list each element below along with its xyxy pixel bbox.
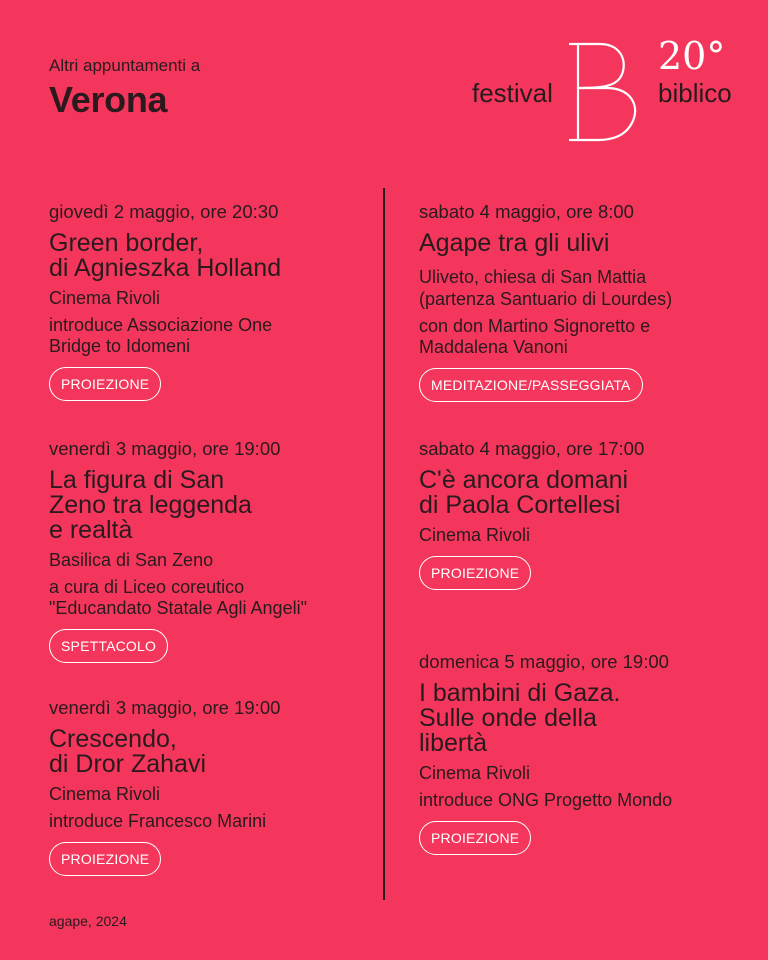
event-venue: Cinema Rivoli xyxy=(419,763,531,783)
event-note xyxy=(49,811,369,832)
event-title-line: C'è ancora domani xyxy=(419,466,629,494)
event-category-tag[interactable]: PROIEZIONE xyxy=(419,556,531,590)
event-note xyxy=(49,577,369,619)
event-date: venerdì 3 maggio, ore 19:00 xyxy=(49,438,281,459)
event-note-line: introduce Francesco Marini xyxy=(49,811,267,831)
event-category-tag[interactable]: PROIEZIONE xyxy=(49,367,161,401)
event-title xyxy=(419,468,739,518)
event-date: sabato 4 maggio, ore 8:00 xyxy=(419,201,634,222)
event-note-line: introduce Associazione One xyxy=(49,315,273,335)
event-note xyxy=(49,315,369,357)
event-title-line: Agape tra gli ulivi xyxy=(419,229,610,257)
event-title-line: di Agnieszka Holland xyxy=(49,254,282,282)
event-venue: Cinema Rivoli xyxy=(49,784,161,804)
event-card xyxy=(49,697,369,876)
event-title-line: Crescendo, xyxy=(49,725,177,753)
event-note xyxy=(419,316,749,358)
logo-letter-b xyxy=(566,36,646,146)
event-category-tag[interactable]: SPETTACOLO xyxy=(49,629,168,663)
event-card xyxy=(49,201,369,401)
event-card xyxy=(49,438,369,663)
footer-credit: agape, 2024 xyxy=(49,913,127,929)
event-category-tag[interactable]: PROIEZIONE xyxy=(419,821,531,855)
event-venue: Cinema Rivoli xyxy=(419,525,531,545)
festival-logo xyxy=(472,28,742,148)
event-title xyxy=(419,231,749,256)
event-venue xyxy=(419,266,749,310)
event-date: venerdì 3 maggio, ore 19:00 xyxy=(49,697,281,718)
event-date: giovedì 2 maggio, ore 20:30 xyxy=(49,201,279,222)
event-date: domenica 5 maggio, ore 19:00 xyxy=(419,651,669,672)
event-title-line: Green border, xyxy=(49,229,204,257)
event-title-line: I bambini di Gaza. xyxy=(419,679,621,707)
event-venue-line: (partenza Santuario di Lourdes) xyxy=(419,289,673,309)
event-card xyxy=(419,438,739,590)
event-title-line: e realtà xyxy=(49,516,133,544)
event-title-line: libertà xyxy=(419,729,488,757)
event-venue: Cinema Rivoli xyxy=(49,288,161,308)
event-card xyxy=(419,201,749,402)
event-title-line: Zeno tra leggenda xyxy=(49,491,252,519)
event-title xyxy=(49,727,369,777)
header-subtitle: Altri appuntamenti a xyxy=(49,56,201,75)
event-note-line: "Educandato Statale Agli Angeli" xyxy=(49,598,307,618)
event-venue: Basilica di San Zeno xyxy=(49,550,214,570)
event-note-line: Maddalena Vanoni xyxy=(419,337,568,357)
page-title: Verona xyxy=(49,79,168,120)
event-category-tag[interactable]: MEDITAZIONE/PASSEGGIATA xyxy=(419,368,643,402)
event-note-line: Bridge to Idomeni xyxy=(49,336,191,356)
event-note-line: introduce ONG Progetto Mondo xyxy=(419,790,673,810)
event-note xyxy=(419,790,739,811)
event-title-line: di Paola Cortellesi xyxy=(419,491,621,519)
column-divider xyxy=(383,188,385,900)
event-title-line: La figura di San xyxy=(49,466,225,494)
logo-edition: 20° xyxy=(658,34,726,78)
event-title-line: di Dror Zahavi xyxy=(49,750,206,778)
event-category-tag[interactable]: PROIEZIONE xyxy=(49,842,161,876)
event-title xyxy=(419,681,739,756)
event-note-line: a cura di Liceo coreutico xyxy=(49,577,245,597)
event-title xyxy=(49,231,369,281)
logo-word-biblico: biblico xyxy=(658,78,732,108)
event-date: sabato 4 maggio, ore 17:00 xyxy=(419,438,645,459)
event-title-line: Sulle onde della xyxy=(419,704,597,732)
event-title xyxy=(49,468,369,543)
event-note-line: con don Martino Signoretto e xyxy=(419,316,651,336)
event-venue-line: Uliveto, chiesa di San Mattia xyxy=(419,267,647,287)
logo-word-festival: festival xyxy=(472,78,553,108)
event-card xyxy=(419,651,739,855)
